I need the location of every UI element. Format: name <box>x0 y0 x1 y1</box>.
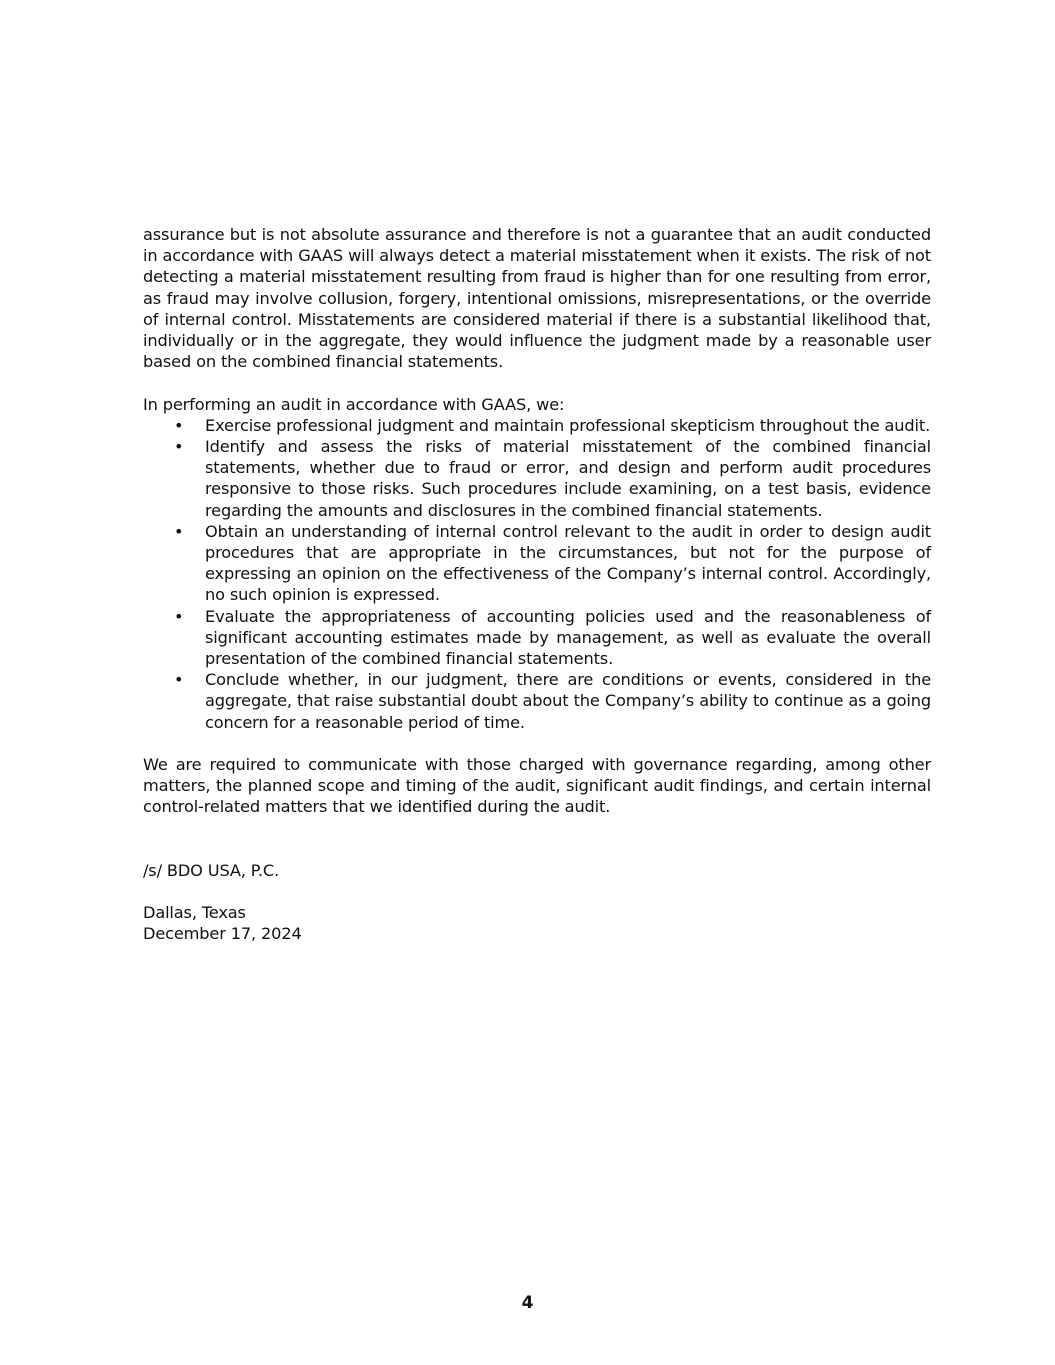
bullet-icon: • <box>174 670 184 690</box>
closing-paragraph: We are required to communicate with those charged with governance regarding, among other matters, the planned scope and timing of the audit, significant audit findings, and certain internal control-related matters that we identified during the audit. <box>143 755 931 817</box>
list-item-text: Obtain an understanding of internal control relevant to the audit in order to design audit procedures that are appropriate in the circumstances, but not for the purpose of expressing an opinion on the effectiveness of the Company’s internal control. Accordingly, no such opinion is expressed. <box>205 521 931 605</box>
audit-procedures-list <box>143 415 931 733</box>
signature-line: /s/ BDO USA, P.C. <box>143 860 280 880</box>
signature-location: Dallas, Texas <box>143 903 246 923</box>
report-body <box>143 224 931 944</box>
bullet-icon: • <box>174 415 184 435</box>
list-item <box>143 415 931 436</box>
intro-paragraph: assurance but is not absolute assurance and therefore is not a guarantee that an audit conducted in accordance with GAAS will always detect a material misstatement when it exists. The risk of not detecting a material misstatement resulting from fraud is higher than for one resulting from error, as fraud may involve collusion, forgery, intentional omissions, misrepresentations, or the override of internal control. Misstatements are considered material if there is a substantial likelihood that, individually or in the aggregate, they would influence the judgment made by a reasonable user based on the combined financial statements. <box>143 225 931 372</box>
list-item <box>143 436 931 521</box>
list-item <box>143 606 931 670</box>
list-intro-paragraph: In performing an audit in accordance with GAAS, we: <box>143 394 565 414</box>
list-item-text: Conclude whether, in our judgment, there are conditions or events, considered in the aggregate, that raise substantial doubt about the Company’s ability to continue as a going concern for a reasonable period of time. <box>205 670 931 732</box>
bullet-icon: • <box>174 437 184 457</box>
signature-date: December 17, 2024 <box>143 924 302 944</box>
list-item-text: Evaluate the appropriateness of accounting policies used and the reasonableness of significant accounting estimates made by management, as well as evaluate the overall presentation of the combined financial statements. <box>205 606 931 669</box>
bullet-icon: • <box>174 606 184 626</box>
list-item <box>143 521 931 606</box>
list-item-text: Exercise professional judgment and maintain professional skepticism throughout the audit. <box>205 415 931 435</box>
list-item <box>143 669 931 733</box>
list-item-text: Identify and assess the risks of material misstatement of the combined financial statements, whether due to fraud or error, and design and perform audit procedures responsive to those risks. Such procedures include examining, on a test basis, evidence regarding the amounts and disclosures in the combined financial statements. <box>205 437 931 520</box>
signature-block <box>143 860 931 945</box>
bullet-icon: • <box>174 521 184 541</box>
page-number: 4 <box>521 1293 534 1313</box>
